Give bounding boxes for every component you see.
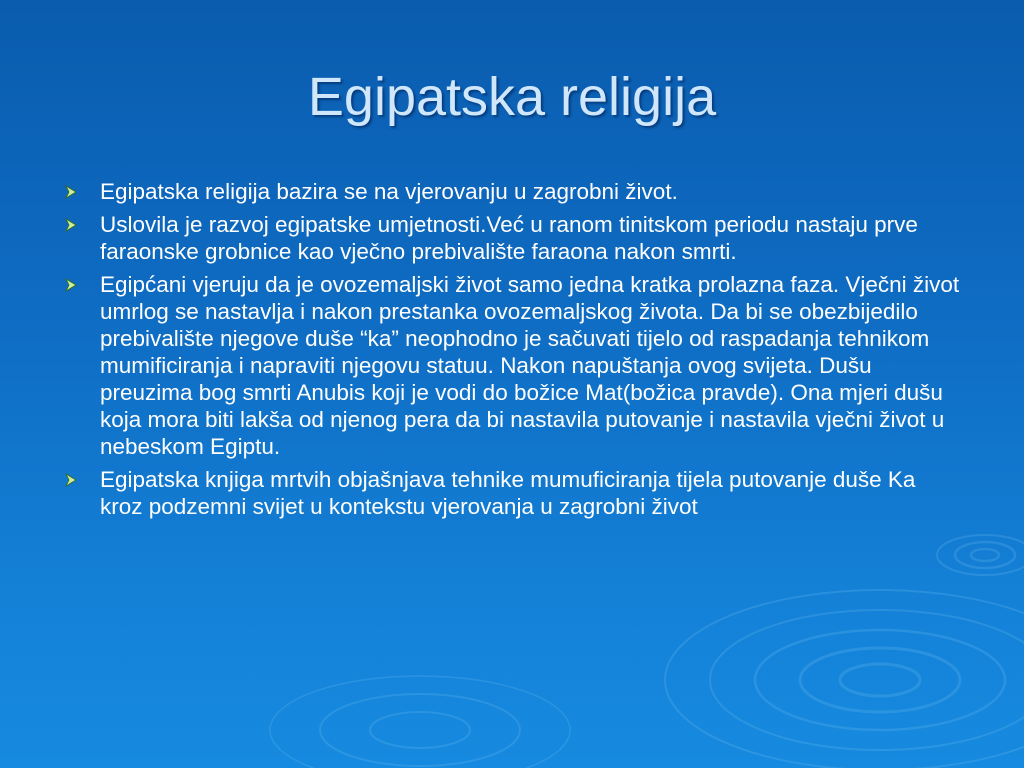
- bullet-text: Egipatska knjiga mrtvih objašnjava tehnike mumuficiranja tijela putovanje duše Ka kroz podzemni svijet u kontekstu vjerovanja u zagrobni život: [100, 467, 916, 519]
- bullet-list: [62, 178, 962, 526]
- bullet-item: [62, 211, 962, 265]
- bullet-item: [62, 466, 962, 520]
- slide-title: Egipatska religija: [307, 67, 717, 127]
- chevron-arrow-icon: [64, 185, 78, 199]
- chevron-arrow-icon: [64, 218, 78, 232]
- bullet-item: [62, 271, 962, 460]
- chevron-arrow-icon: [64, 278, 78, 292]
- bullet-item: [62, 178, 962, 205]
- bullet-text: Egipatska religija bazira se na vjerovanju u zagrobni život.: [100, 179, 678, 204]
- bullet-text: Egipćani vjeruju da je ovozemaljski život samo jedna kratka prolazna faza. Vječni život umrlog se nastavlja i nakon prestanka ovozemaljskog života. Da bi se obezbijedilo prebivalište njegove duše “ka” neophodno je sačuvati tijelo od raspadanja tehnikom mumificiranja i napraviti njegovu statuu. Nakon napuštanja ovog svijeta. Dušu preuzima bog smrti Anubis koji je vodi do božice Mat(božica pravde). Ona mjeri dušu koja mora biti lakša od njenog pera da bi nastavila putovanje i nastavila vječni život u nebeskom Egiptu.: [100, 272, 960, 459]
- bullet-text: Uslovila je razvoj egipatske umjetnosti.Već u ranom tinitskom periodu nastaju prve faraonske grobnice kao vječno prebivalište faraona nakon smrti.: [100, 212, 918, 264]
- chevron-arrow-icon: [64, 473, 78, 487]
